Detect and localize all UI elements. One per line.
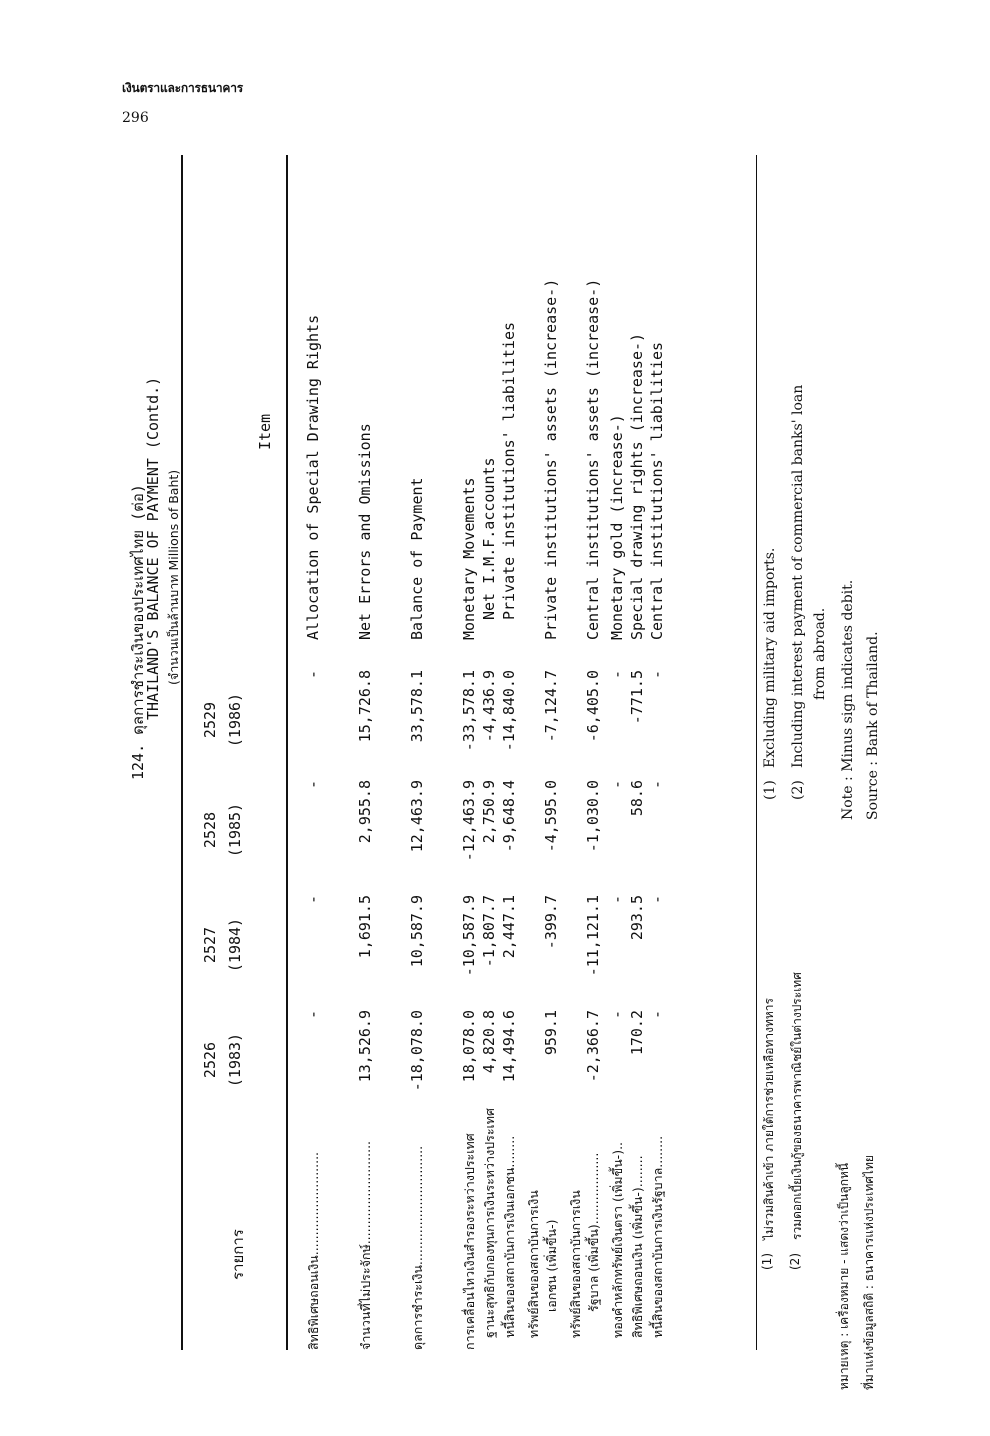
row-label-english: Net Errors and Omissions bbox=[356, 423, 374, 640]
table-cell: 18,078.0 bbox=[460, 1010, 478, 1083]
table-cell: 10,587.9 bbox=[408, 895, 426, 968]
year-header-en: (1986) bbox=[226, 692, 244, 748]
table-cell: 2,955.8 bbox=[356, 780, 374, 844]
table-cell: - bbox=[304, 1010, 322, 1020]
table-cell: - bbox=[304, 780, 322, 790]
table-cell: - bbox=[608, 1010, 626, 1020]
table-cell: 170.2 bbox=[628, 1010, 646, 1056]
table-cell: -11,121.1 bbox=[584, 895, 602, 977]
footnote-source: ที่มาแห่งข้อมูลสถิติ : ธนาคารแห่งประเทศไทย bbox=[862, 1155, 876, 1390]
table-cell: 14,494.6 bbox=[500, 1010, 518, 1083]
row-label-thai: สิทธิพิเศษถอนเงิน.......................... bbox=[306, 1151, 321, 1350]
table-cell: -771.5 bbox=[628, 670, 646, 725]
table-cell: - bbox=[648, 1010, 666, 1020]
row-label-thai: สิทธิพิเศษถอนเงิน (เพิ่มขึ้น-)........ bbox=[630, 1155, 645, 1338]
row-label-english: Net I.M.F.accounts bbox=[480, 457, 498, 620]
table-cell: -2,366.7 bbox=[584, 1010, 602, 1083]
row-label-english: Balance of Payment bbox=[408, 477, 426, 640]
table-cell: -14,840.0 bbox=[500, 670, 518, 752]
table-cell: 4,820.8 bbox=[480, 1010, 498, 1074]
table-cell: 33,578.1 bbox=[408, 670, 426, 743]
table-title-english: THAILAND'S BALANCE OF PAYMENT (Contd.) bbox=[144, 376, 162, 720]
table-cell: 2,447.1 bbox=[500, 895, 518, 959]
table-cell: 293.5 bbox=[628, 895, 646, 941]
table-cell: 13,526.9 bbox=[356, 1010, 374, 1083]
rotated-footnotes bbox=[126, 155, 786, 1400]
table-cell: -18,078.0 bbox=[408, 1010, 426, 1092]
footnote-number: (1) bbox=[762, 780, 778, 800]
year-header: 2527 bbox=[201, 926, 219, 964]
table-cell: - bbox=[304, 670, 322, 680]
year-header: 2526 bbox=[201, 1041, 219, 1079]
table-cell: -7,124.7 bbox=[542, 670, 560, 743]
table-cell: - bbox=[608, 895, 626, 905]
row-label-thai: ทรัพย์สินของสถาบันการเงิน bbox=[526, 1190, 541, 1338]
table-cell: 12,463.9 bbox=[408, 780, 426, 853]
footnote-note: Note : Minus sign indicates debit. bbox=[840, 579, 856, 820]
row-label-english: Private institutions' assets (increase-) bbox=[542, 278, 560, 640]
row-label-english: Special drawing rights (increase-) bbox=[628, 332, 646, 640]
table-cell: -4,436.9 bbox=[480, 670, 498, 743]
table-cell: 959.1 bbox=[542, 1010, 560, 1056]
row-label-thai: ทรัพย์สินของสถาบันการเงิน bbox=[568, 1190, 583, 1338]
running-header: เงินตราและการธนาคาร bbox=[122, 81, 243, 95]
row-label-english: Monetary gold (increase-) bbox=[608, 414, 626, 640]
page-number: 296 bbox=[122, 110, 149, 126]
row-label-thai: รัฐบาล (เพิ่มขึ้น).................. bbox=[586, 1152, 601, 1312]
table-cell: -4,595.0 bbox=[542, 780, 560, 853]
table-cell: -12,463.9 bbox=[460, 780, 478, 862]
table-cell: -10,587.9 bbox=[460, 895, 478, 977]
table-cell: 2,750.9 bbox=[480, 780, 498, 844]
row-label-english: Central institutions' liabilities bbox=[648, 341, 666, 640]
table-cell: -1,030.0 bbox=[584, 780, 602, 853]
row-label-thai: หนี้สินของสถาบันการเงินเอกชน........ bbox=[502, 1135, 517, 1338]
table-cell: -1,807.7 bbox=[480, 895, 498, 968]
row-label-english: Monetary Movements bbox=[460, 477, 478, 640]
row-label-thai: การเคลื่อนไหวเงินสำรองระหว่างประเทศ bbox=[462, 1133, 477, 1350]
year-header-en: (1983) bbox=[226, 1032, 244, 1088]
row-label-thai: เอกชน (เพิ่มขึ้น-) bbox=[544, 1219, 559, 1312]
footnote-source: Source : Bank of Thailand. bbox=[865, 631, 881, 820]
table-cell: -33,578.1 bbox=[460, 670, 478, 752]
table-title-thai: 124. ดุลการชำระเงินของประเทศไทย (ต่อ) bbox=[129, 484, 147, 780]
year-header: 2529 bbox=[201, 701, 219, 739]
table-cell: 58.6 bbox=[628, 780, 646, 817]
row-label-english: Private institutions' liabilities bbox=[500, 321, 518, 620]
year-header-en: (1984) bbox=[226, 917, 244, 973]
year-header-en: (1985) bbox=[226, 802, 244, 858]
footnote-number: (2) bbox=[788, 1253, 802, 1270]
footnote-number: (1) bbox=[760, 1253, 774, 1270]
footnote-text: รวมดอกเบี้ยเงินกู้ของธนาคารพาณิชย์ในต่างประเทศ bbox=[790, 972, 804, 1240]
table-cell: - bbox=[304, 895, 322, 905]
row-label-thai: ทองคำหลักทรัพย์เงินตรา (เพิ่มขึ้น-).. bbox=[610, 1141, 625, 1338]
table-cell: 15,726.8 bbox=[356, 670, 374, 743]
table-unit: (จำนวนเป็นล้านบาท Millions of Baht) bbox=[166, 469, 181, 685]
footnote-number: (2) bbox=[790, 780, 806, 800]
table-cell: - bbox=[608, 670, 626, 680]
row-label-english: Allocation of Special Drawing Rights bbox=[304, 314, 322, 640]
footnote-text: Including interest payment of commercial banks' loan bbox=[790, 384, 806, 768]
year-header: 2528 bbox=[201, 811, 219, 849]
row-label-thai: หนี้สินของสถาบันการเงินรัฐบาล........ bbox=[650, 1135, 665, 1338]
row-label-thai: จำนวนที่ไม่ประจักษ์.......................... bbox=[358, 1140, 373, 1350]
footnote-text: Excluding military aid imports. bbox=[762, 547, 778, 768]
table-cell: -399.7 bbox=[542, 895, 560, 950]
column-header-thai: รายการ bbox=[229, 1229, 247, 1280]
table-cell: - bbox=[648, 670, 666, 680]
table-cell: 1,691.5 bbox=[356, 895, 374, 959]
footnote-text: ไม่รวมสินค้าเข้า ภายใต้การช่วยเหลือทางทหาร bbox=[762, 998, 776, 1240]
table-cell: - bbox=[608, 780, 626, 790]
table-cell: - bbox=[648, 895, 666, 905]
row-label-thai: ดุลการชำระเงิน.............................. bbox=[410, 1145, 425, 1350]
footnote-note: หมายเหตุ : เครื่องหมาย - แสดงว่าเป็นลูกหนี้ bbox=[837, 1162, 851, 1390]
row-label-thai: ฐานะสุทธิกับกองทุนการเงินระหว่างประเทศ bbox=[482, 1108, 497, 1338]
table-cell: - bbox=[648, 780, 666, 790]
table-cell: -9,648.4 bbox=[500, 780, 518, 853]
table-cell: -6,405.0 bbox=[584, 670, 602, 743]
row-label-english: Central institutions' assets (increase-) bbox=[584, 278, 602, 640]
column-header-english: Item bbox=[256, 413, 274, 450]
footnote-text: from abroad. bbox=[812, 607, 828, 700]
